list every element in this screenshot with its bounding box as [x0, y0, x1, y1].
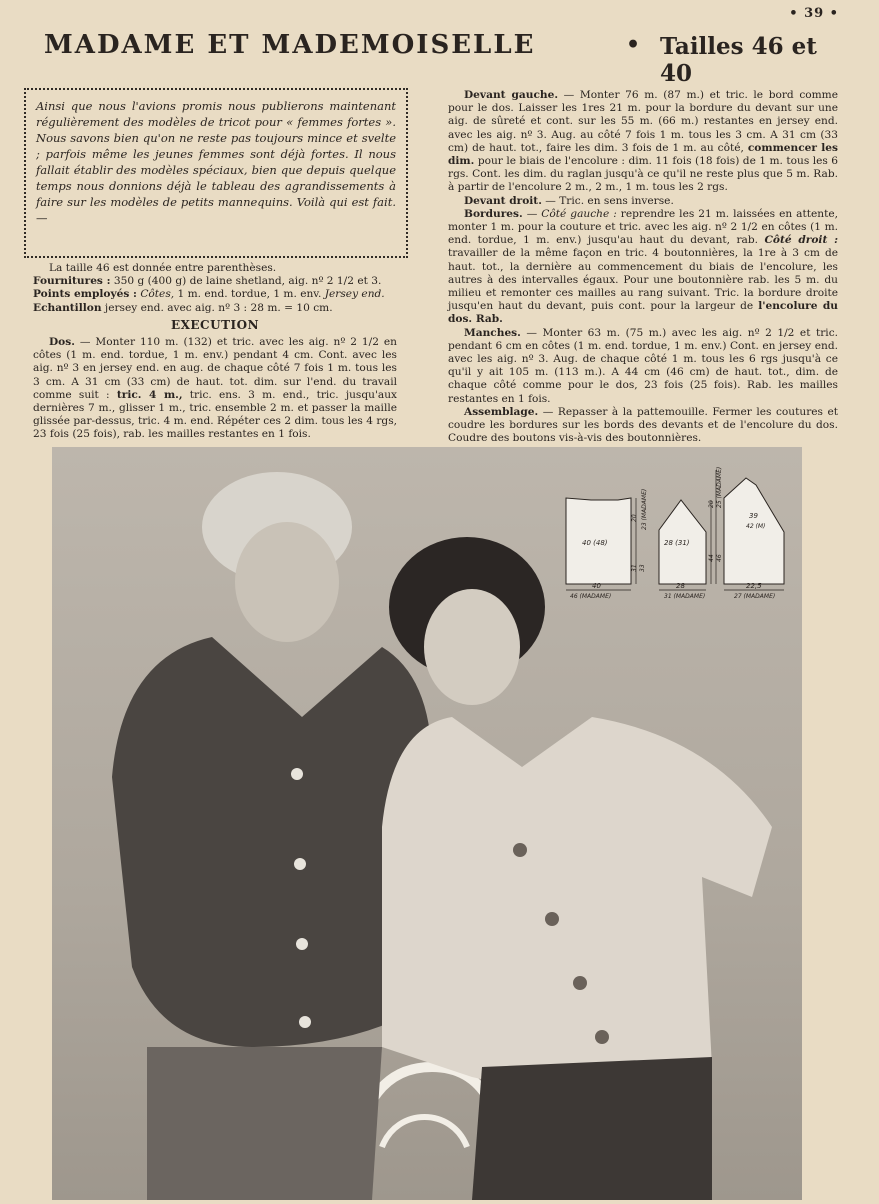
- manches-paragraph: [448, 327, 838, 406]
- assemblage-label: Assemblage.: [464, 405, 539, 418]
- back-width-madame-label: 46 (MADAME): [570, 593, 612, 600]
- points-paragraph: [33, 288, 397, 301]
- back-size-label: 40 (48): [582, 539, 608, 547]
- bordures-label: Bordures.: [464, 207, 523, 220]
- page-subtitle-sizes: Tailles 46 et 40: [660, 33, 817, 87]
- left-column: [33, 262, 397, 442]
- young-woman-skirt: [472, 1057, 712, 1200]
- back-width-label: 40: [592, 582, 601, 590]
- page-title: MADAME ET MADEMOISELLE: [44, 30, 536, 60]
- dos-bold: tric. 4 m.,: [116, 388, 183, 401]
- points-italic-1: Côtes,: [140, 288, 175, 301]
- echantillon-text: jersey end. avec aig. nº 3 : 28 m. = 10 cm.: [104, 301, 333, 314]
- dos-label: Dos.: [49, 336, 75, 349]
- manches-text: — Monter 63 m. (75 m.) avec les aig. nº 2 1/2 et tric. pendant 6 cm en côtes (1 m. end. tordue, 1 m. env.) Cont. en jersey end. avec les aig. nº 3. Aug. de chaque côté 1 m. tous les 6 rgs jusqu'à ce qu'il y ait 105 m. (113 m.). A 44 cm (46 cm) de haut. tot., dim. de chaque côté comme pour le dos, 23 fois (25 fois). Rab. les mailles restantes en 1 fois.: [448, 326, 838, 405]
- fournitures-text: 350 g (400 g) de laine shetland, aig. nº 2 1/2 et 3.: [113, 275, 382, 288]
- points-text: 1 m. end. tordue, 1 m. env.: [177, 288, 322, 301]
- cardigan-button: [299, 1016, 311, 1028]
- bordures-paragraph: [448, 208, 838, 327]
- cardigan-button: [545, 912, 559, 926]
- front-width-label: 28: [676, 582, 685, 590]
- bordures-bold: l'encolure du dos. Rab.: [448, 300, 838, 326]
- cardigan-button: [573, 976, 587, 990]
- right-column: [448, 89, 838, 445]
- manches-label: Manches.: [464, 326, 521, 339]
- page-header: [44, 30, 844, 87]
- dos-text-1: — Monter 110 m. (132) et tric. avec les aig. nº 2 1/2 en côtes (1 m. end. tordue, 1 m. env.) pendant 4 cm. Cont. avec les aig. nº 3 en jersey end. en aug. de chaque côté 7 fois 1 m. tous les 3 cm. A 31 cm (33 cm) de haut. tot. dim. sur l'end. du travail comme suit :: [33, 336, 397, 401]
- dos-paragraph: [33, 336, 397, 442]
- back-h1-label: 20: [631, 514, 638, 522]
- assemblage-text: — Repasser à la pattemouille. Fermer les coutures et coudre les bordures sur les bords des devants et de l'encolure du dos. Coudre des boutons vis-à-vis des boutonnières.: [448, 405, 838, 445]
- bordures-italic-2: Côté droit :: [764, 234, 839, 247]
- dos-text-2: tric. ens. 3 m. end., tric. jusqu'aux dernières 7 m., glisser 1 m., tric. ensemble 2 m. et passer la maille glissée par-dessus, tric. 4 m. end. Répéter ces 2 dim. tous les 4 rgs, 23 fois (25 fois), rab. les mailles restantes en 1 fois.: [33, 388, 397, 441]
- cardigan-button: [513, 843, 527, 857]
- points-italic-2: Jersey end.: [324, 288, 385, 301]
- intro-box: Ainsi que nous l'avions promis nous publierons maintenant régulièrement des modèles de tricot pour « femmes fortes ». Nous savons bien qu'on ne reste pas toujours mince et svelte ; parfois même les jeunes femmes sont déjà fortes. Il nous fallait établir des modèles spéciaux, bien que depuis quelque temps nous donnions déjà le tableau des agrandissements à faire sur les modèles de petits mannequins. Voilà qui est fait. —: [24, 88, 408, 258]
- young-woman-cardigan: [382, 717, 772, 1090]
- page-number: • 39 •: [789, 6, 839, 21]
- bordures-dash: —: [526, 207, 538, 220]
- chair-scroll: [382, 1117, 467, 1147]
- devant-gauche-text-2: pour le biais de l'encolure : dim. 11 fois (18 fois) de 1 m. tous les 6 rgs. Cont. les dim. du raglan jusqu'à ce qu'il ne reste plus que 5 m. Rab. à partir de l'encolure 2 m., 2 m., 1 m. tous les 2 rgs.: [448, 155, 839, 194]
- pattern-schematic: [556, 450, 801, 600]
- bordures-text-2: travailler de la même façon en tric. 4 boutonnières, la 1re à 3 cm de haut. tot., la dernière au commencement du biais de l'encolure, les autres à des intervalles égaux. Pour une boutonnière rab. les 5 m. du milieu et remonter ces mailles au rang suivant. Tric. la bordure droite jusqu'en haut du devant, puis cont. pour la largeur de: [448, 247, 838, 313]
- execution-heading: EXECUTION: [170, 317, 260, 332]
- older-woman-skirt: [147, 1047, 382, 1200]
- sleeve-top-madame-label: 42 (M): [746, 523, 766, 530]
- devant-gauche-text-1: — Monter 76 m. (87 m.) et tric. le bord comme pour le dos. Laisser les 1res 21 m. pour la bordure du devant sur une aig. de sûreté et cont. sur les 55 m. (66 m.) restantes en jersey end. avec les aig. nº 3. Aug. au côté 7 fois 1 m. tous les 3 cm. A 31 cm (33 cm) de haut. tot., faire les dim. 3 fois de 1 m. au côté,: [448, 89, 838, 154]
- echantillon-label: Echantillon: [33, 301, 102, 314]
- devant-droit-text: — Tric. en sens inverse.: [545, 194, 674, 207]
- front-size-label: 28 (31): [664, 539, 690, 547]
- sleeve-width-madame-label: 27 (MADAME): [734, 593, 776, 600]
- sleeve-top-label: 39: [749, 512, 758, 520]
- bordures-text-1: reprendre les 21 m. laissées en attente, monter 1 m. pour la couture et tric. avec les aig. nº 2 1/2 en côtes (1 m. end. tordue, 1 m. env.) jusqu'au haut du devant, rab.: [448, 207, 838, 247]
- devant-droit-label: Devant droit.: [464, 194, 542, 207]
- back-h2-madame-label: 33: [639, 564, 646, 572]
- older-woman-face: [235, 522, 339, 642]
- back-h1-madame-label: 23 (MADAME): [641, 488, 648, 530]
- sleeve-h1-label: 20: [708, 500, 715, 508]
- assemblage-paragraph: [448, 406, 838, 446]
- devant-gauche-bold: commencer les dim.: [448, 141, 838, 168]
- points-label: Points employés :: [33, 288, 137, 301]
- cardigan-button: [291, 768, 303, 780]
- bordures-italic-1: Côté gauche :: [541, 207, 617, 220]
- back-h2-label: 31: [631, 564, 638, 572]
- cardigan-button: [294, 858, 306, 870]
- cardigan-button: [296, 938, 308, 950]
- cardigan-button: [595, 1030, 609, 1044]
- echantillon-paragraph: [33, 302, 397, 315]
- sleeve-h1-madame-label: 25 (MADAME): [716, 466, 723, 508]
- sleeve-h2-label: 44: [708, 554, 715, 562]
- size-note: La taille 46 est donnée entre parenthèses.: [49, 262, 277, 274]
- devant-gauche-label: Devant gauche.: [464, 89, 559, 101]
- sleeve-width-label: 22,5: [746, 582, 762, 590]
- fournitures-paragraph: [33, 275, 397, 288]
- title-separator: •: [626, 32, 641, 58]
- sleeve-piece: [724, 478, 784, 584]
- devant-gauche-paragraph: [448, 89, 838, 195]
- fournitures-label: Fournitures :: [33, 275, 111, 288]
- sleeve-h2-madame-label: 46: [716, 554, 723, 562]
- devant-droit-paragraph: [448, 195, 838, 208]
- front-width-madame-label: 31 (MADAME): [664, 593, 706, 600]
- young-woman-face: [424, 589, 520, 705]
